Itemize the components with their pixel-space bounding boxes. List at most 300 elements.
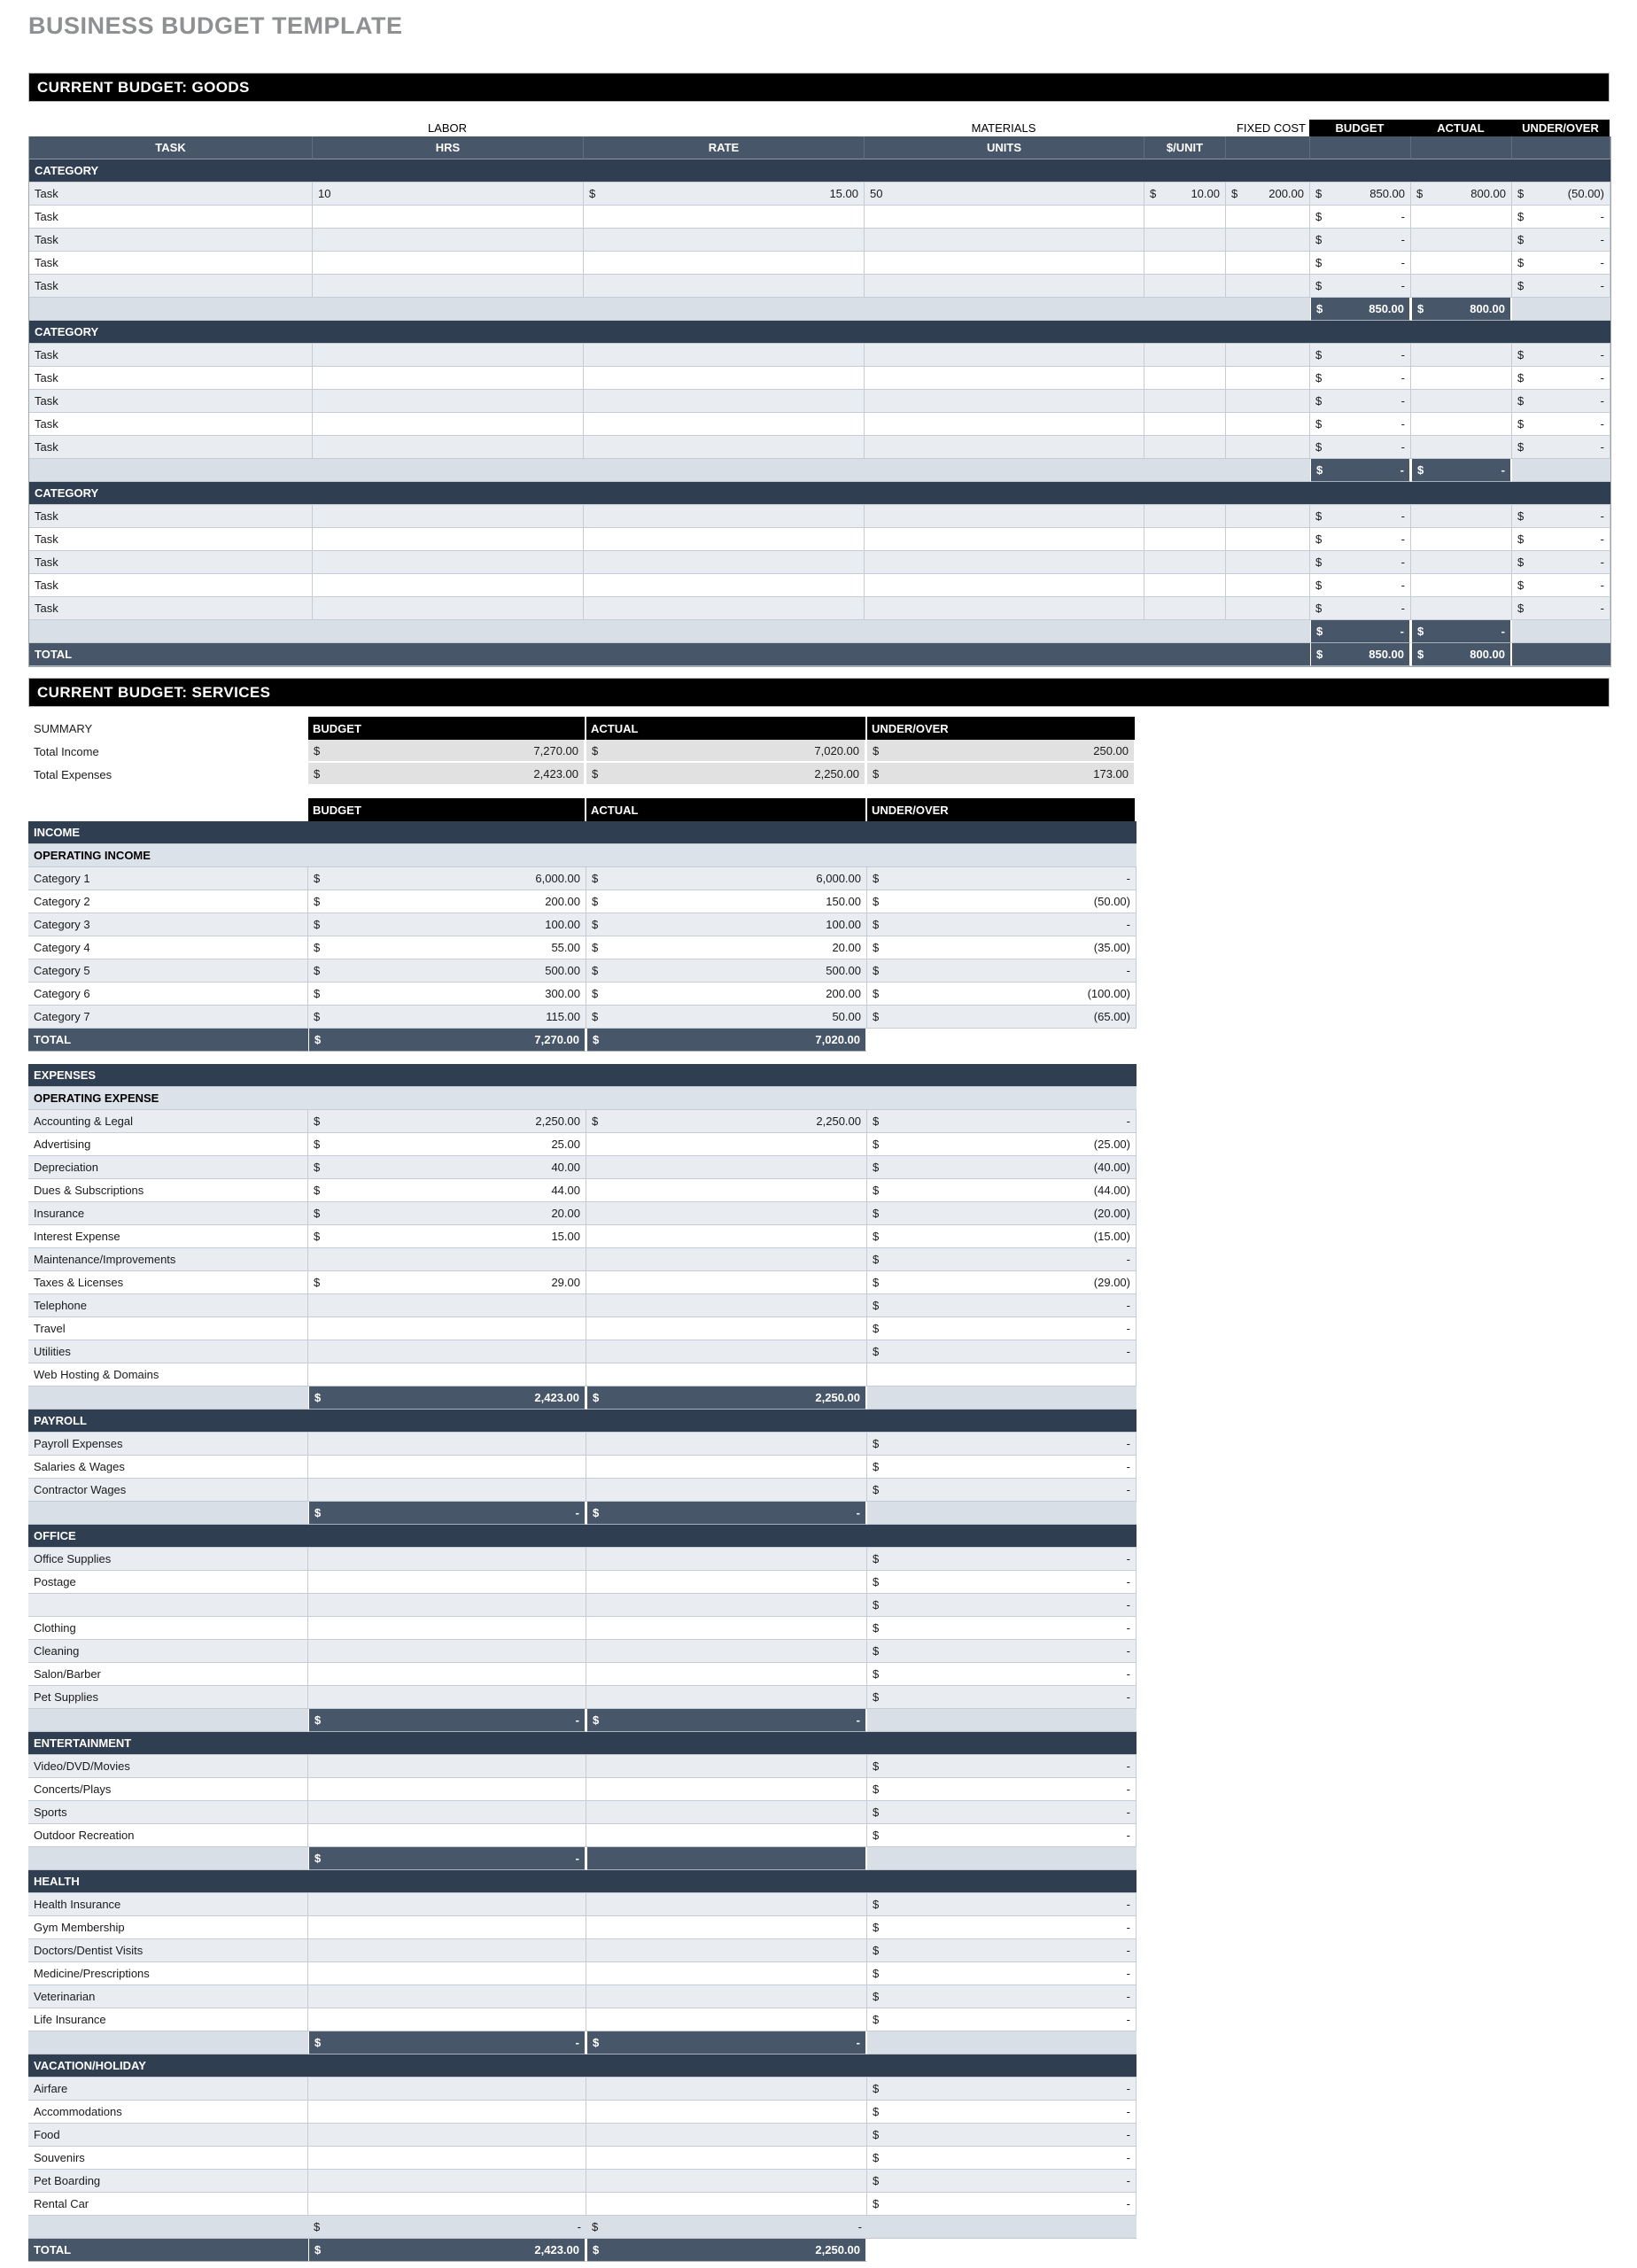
under-over-cell[interactable]	[1512, 597, 1610, 620]
rate-cell[interactable]	[584, 229, 865, 252]
row-label-cell[interactable]: Taxes & Licenses	[28, 1271, 308, 1294]
fixed-cost-cell[interactable]	[1226, 183, 1310, 206]
unit-cost-cell[interactable]	[1144, 367, 1226, 390]
under-over-cell[interactable]	[867, 913, 1137, 936]
unit-cost-cell[interactable]	[1144, 183, 1226, 206]
total-budget-cell[interactable]	[308, 1029, 586, 1052]
actual-cell[interactable]	[586, 867, 867, 890]
budget-cell[interactable]	[308, 1571, 586, 1594]
hrs-cell[interactable]	[313, 436, 584, 459]
total-actual-cell[interactable]	[1411, 643, 1512, 666]
subtotal-budget-cell[interactable]	[1310, 298, 1411, 321]
fixed-cost-cell[interactable]	[1226, 367, 1310, 390]
budget-cell[interactable]	[308, 1133, 586, 1156]
subtotal-budget-cell[interactable]	[308, 1709, 586, 1732]
subtotal-budget-cell[interactable]	[1310, 459, 1411, 482]
units-cell[interactable]	[865, 574, 1144, 597]
budget-cell[interactable]	[308, 740, 586, 763]
row-label-cell[interactable]: Category 2	[28, 890, 308, 913]
under-over-cell[interactable]	[1512, 574, 1610, 597]
actual-cell[interactable]	[586, 1916, 867, 1939]
under-over-cell[interactable]	[867, 1985, 1137, 2008]
budget-cell[interactable]	[308, 1110, 586, 1133]
budget-cell[interactable]	[308, 936, 586, 959]
row-label-cell[interactable]: Airfare	[28, 2078, 308, 2101]
actual-cell[interactable]	[586, 1962, 867, 1985]
unit-cost-cell[interactable]	[1144, 252, 1226, 275]
under-over-cell[interactable]	[1512, 275, 1610, 298]
units-cell[interactable]	[865, 597, 1144, 620]
hrs-cell[interactable]	[313, 551, 584, 574]
under-over-cell[interactable]	[1512, 367, 1610, 390]
under-over-cell[interactable]	[1512, 229, 1610, 252]
actual-cell[interactable]	[586, 1548, 867, 1571]
under-over-cell[interactable]	[867, 2101, 1137, 2124]
budget-cell[interactable]	[308, 913, 586, 936]
actual-cell[interactable]	[586, 959, 867, 983]
under-over-cell[interactable]	[867, 1133, 1137, 1156]
actual-cell[interactable]	[1411, 183, 1512, 206]
budget-cell[interactable]	[1310, 390, 1411, 413]
budget-cell[interactable]	[1310, 275, 1411, 298]
under-over-cell[interactable]	[867, 1006, 1137, 1029]
actual-cell[interactable]	[586, 983, 867, 1006]
fixed-cost-cell[interactable]	[1226, 229, 1310, 252]
rate-cell[interactable]	[584, 505, 865, 528]
actual-cell[interactable]	[1411, 505, 1512, 528]
units-cell[interactable]	[865, 528, 1144, 551]
under-over-cell[interactable]	[1512, 413, 1610, 436]
row-label-cell[interactable]: Category 5	[28, 959, 308, 983]
row-label-cell[interactable]: Accommodations	[28, 2101, 308, 2124]
row-label-cell[interactable]: Pet Boarding	[28, 2170, 308, 2193]
fixed-cost-cell[interactable]	[1226, 413, 1310, 436]
budget-cell[interactable]	[308, 1916, 586, 1939]
under-over-cell[interactable]	[867, 983, 1137, 1006]
budget-cell[interactable]	[1310, 597, 1411, 620]
actual-cell[interactable]	[586, 890, 867, 913]
row-label-cell[interactable]: Gym Membership	[28, 1916, 308, 1939]
under-over-cell[interactable]	[867, 2147, 1137, 2170]
budget-cell[interactable]	[1310, 436, 1411, 459]
subtotal-budget-cell[interactable]	[308, 1847, 586, 1870]
row-label-cell[interactable]: Souvenirs	[28, 2147, 308, 2170]
budget-cell[interactable]	[308, 2124, 586, 2147]
fixed-cost-cell[interactable]	[1226, 344, 1310, 367]
budget-cell[interactable]	[308, 1594, 586, 1617]
budget-cell[interactable]	[308, 1179, 586, 1202]
row-label-cell[interactable]: Life Insurance	[28, 2008, 308, 2031]
row-label-cell[interactable]: Advertising	[28, 1133, 308, 1156]
actual-cell[interactable]	[586, 1893, 867, 1916]
subtotal-actual-cell[interactable]	[1411, 459, 1512, 482]
subtotal-actual-cell[interactable]	[586, 1847, 867, 1870]
row-label-cell[interactable]: Outdoor Recreation	[28, 1824, 308, 1847]
budget-cell[interactable]	[308, 983, 586, 1006]
actual-cell[interactable]	[1411, 390, 1512, 413]
unit-cost-cell[interactable]	[1144, 551, 1226, 574]
budget-cell[interactable]	[308, 1317, 586, 1340]
task-cell[interactable]: Task	[29, 574, 313, 597]
fixed-cost-cell[interactable]	[1226, 551, 1310, 574]
task-cell[interactable]: Task	[29, 344, 313, 367]
fixed-cost-cell[interactable]	[1226, 206, 1310, 229]
rate-cell[interactable]	[584, 206, 865, 229]
task-cell[interactable]: Task	[29, 275, 313, 298]
hrs-cell[interactable]	[313, 413, 584, 436]
actual-cell[interactable]	[586, 1755, 867, 1778]
row-label-cell[interactable]: Category 4	[28, 936, 308, 959]
actual-cell[interactable]	[1411, 344, 1512, 367]
rate-cell[interactable]	[584, 413, 865, 436]
units-cell[interactable]	[865, 252, 1144, 275]
budget-cell[interactable]	[308, 2101, 586, 2124]
total-actual-cell[interactable]	[586, 1029, 867, 1052]
subtotal-budget-cell[interactable]	[308, 2031, 586, 2054]
units-cell[interactable]	[865, 505, 1144, 528]
unit-cost-cell[interactable]	[1144, 505, 1226, 528]
rate-cell[interactable]	[584, 574, 865, 597]
actual-cell[interactable]	[586, 1202, 867, 1225]
under-over-cell[interactable]	[867, 1456, 1137, 1479]
hrs-cell[interactable]	[313, 505, 584, 528]
row-label-cell[interactable]: Sports	[28, 1801, 308, 1824]
under-over-cell[interactable]	[867, 1617, 1137, 1640]
unit-cost-cell[interactable]	[1144, 413, 1226, 436]
unit-cost-cell[interactable]	[1144, 206, 1226, 229]
rate-cell[interactable]	[584, 252, 865, 275]
task-cell[interactable]: Task	[29, 413, 313, 436]
actual-cell[interactable]	[586, 1594, 867, 1617]
unit-cost-cell[interactable]	[1144, 344, 1226, 367]
rate-cell[interactable]	[584, 528, 865, 551]
actual-cell[interactable]	[586, 2170, 867, 2193]
row-label-cell[interactable]: Concerts/Plays	[28, 1778, 308, 1801]
task-cell[interactable]: Task	[29, 597, 313, 620]
under-over-cell[interactable]	[1512, 206, 1610, 229]
under-over-cell[interactable]	[867, 867, 1137, 890]
subtotal-budget-cell[interactable]	[308, 2216, 586, 2239]
actual-cell[interactable]	[586, 1640, 867, 1663]
actual-cell[interactable]	[1411, 436, 1512, 459]
under-over-cell[interactable]	[867, 1663, 1137, 1686]
budget-cell[interactable]	[308, 1202, 586, 1225]
actual-cell[interactable]	[586, 1110, 867, 1133]
budget-cell[interactable]	[1310, 206, 1411, 229]
actual-cell[interactable]	[586, 1985, 867, 2008]
budget-cell[interactable]	[308, 763, 586, 786]
actual-cell[interactable]	[586, 1778, 867, 1801]
budget-cell[interactable]	[1310, 183, 1411, 206]
actual-cell[interactable]	[1411, 229, 1512, 252]
budget-cell[interactable]	[308, 1985, 586, 2008]
actual-cell[interactable]	[586, 1156, 867, 1179]
hrs-cell[interactable]	[313, 275, 584, 298]
subtotal-actual-cell[interactable]	[586, 1502, 867, 1525]
actual-cell[interactable]	[586, 1271, 867, 1294]
budget-cell[interactable]	[308, 1686, 586, 1709]
actual-cell[interactable]	[586, 1617, 867, 1640]
actual-cell[interactable]	[586, 913, 867, 936]
under-over-cell[interactable]	[867, 1156, 1137, 1179]
unit-cost-cell[interactable]	[1144, 390, 1226, 413]
budget-cell[interactable]	[308, 1939, 586, 1962]
budget-cell[interactable]	[1310, 505, 1411, 528]
actual-cell[interactable]	[586, 1363, 867, 1386]
units-cell[interactable]: 50	[865, 183, 1144, 206]
budget-cell[interactable]	[308, 1248, 586, 1271]
hrs-cell[interactable]: 10	[313, 183, 584, 206]
budget-cell[interactable]	[1310, 367, 1411, 390]
under-over-cell[interactable]	[867, 1893, 1137, 1916]
under-over-cell[interactable]	[1512, 551, 1610, 574]
actual-cell[interactable]	[586, 1824, 867, 1847]
budget-cell[interactable]	[308, 867, 586, 890]
actual-cell[interactable]	[586, 1340, 867, 1363]
under-over-cell[interactable]	[867, 1824, 1137, 1847]
task-cell[interactable]: Task	[29, 551, 313, 574]
budget-cell[interactable]	[308, 2193, 586, 2216]
budget-cell[interactable]	[308, 1778, 586, 1801]
under-over-cell[interactable]	[867, 1594, 1137, 1617]
under-over-cell[interactable]	[1512, 344, 1610, 367]
under-over-cell[interactable]	[867, 1801, 1137, 1824]
under-over-cell[interactable]	[1512, 183, 1610, 206]
budget-cell[interactable]	[1310, 229, 1411, 252]
actual-cell[interactable]	[1411, 275, 1512, 298]
fixed-cost-cell[interactable]	[1226, 252, 1310, 275]
budget-cell[interactable]	[308, 1294, 586, 1317]
row-label-cell[interactable]: Dues & Subscriptions	[28, 1179, 308, 1202]
under-over-cell[interactable]	[867, 1778, 1137, 1801]
budget-cell[interactable]	[308, 1755, 586, 1778]
row-label-cell[interactable]: Payroll Expenses	[28, 1433, 308, 1456]
rate-cell[interactable]	[584, 551, 865, 574]
task-cell[interactable]: Task	[29, 436, 313, 459]
row-label-cell[interactable]: Health Insurance	[28, 1893, 308, 1916]
budget-cell[interactable]	[308, 1617, 586, 1640]
fixed-cost-cell[interactable]	[1226, 574, 1310, 597]
subtotal-actual-cell[interactable]	[1411, 298, 1512, 321]
under-over-cell[interactable]	[867, 763, 1137, 786]
actual-cell[interactable]	[586, 1179, 867, 1202]
hrs-cell[interactable]	[313, 390, 584, 413]
budget-cell[interactable]	[308, 2078, 586, 2101]
actual-cell[interactable]	[1411, 367, 1512, 390]
actual-cell[interactable]	[586, 1317, 867, 1340]
hrs-cell[interactable]	[313, 528, 584, 551]
task-cell[interactable]: Task	[29, 183, 313, 206]
rate-cell[interactable]	[584, 344, 865, 367]
under-over-cell[interactable]	[867, 1755, 1137, 1778]
units-cell[interactable]	[865, 551, 1144, 574]
under-over-cell[interactable]	[867, 1962, 1137, 1985]
budget-cell[interactable]	[308, 1548, 586, 1571]
task-cell[interactable]: Task	[29, 367, 313, 390]
budget-cell[interactable]	[308, 1824, 586, 1847]
under-over-cell[interactable]	[1512, 436, 1610, 459]
units-cell[interactable]	[865, 275, 1144, 298]
under-over-cell[interactable]	[867, 959, 1137, 983]
under-over-cell[interactable]	[867, 1916, 1137, 1939]
actual-cell[interactable]	[586, 1006, 867, 1029]
under-over-cell[interactable]	[867, 890, 1137, 913]
subtotal-actual-cell[interactable]	[586, 1386, 867, 1410]
row-label-cell[interactable]: Category 3	[28, 913, 308, 936]
actual-cell[interactable]	[586, 763, 867, 786]
budget-cell[interactable]	[308, 1663, 586, 1686]
actual-cell[interactable]	[586, 2101, 867, 2124]
hrs-cell[interactable]	[313, 229, 584, 252]
row-label-cell[interactable]: Accounting & Legal	[28, 1110, 308, 1133]
budget-cell[interactable]	[308, 1225, 586, 1248]
under-over-cell[interactable]	[867, 1479, 1137, 1502]
actual-cell[interactable]	[586, 2193, 867, 2216]
budget-cell[interactable]	[308, 1456, 586, 1479]
rate-cell[interactable]	[584, 367, 865, 390]
under-over-cell[interactable]	[867, 2008, 1137, 2031]
budget-cell[interactable]	[1310, 413, 1411, 436]
actual-cell[interactable]	[586, 1248, 867, 1271]
task-cell[interactable]: Task	[29, 528, 313, 551]
under-over-cell[interactable]	[867, 2124, 1137, 2147]
budget-cell[interactable]	[308, 890, 586, 913]
budget-cell[interactable]	[1310, 574, 1411, 597]
units-cell[interactable]	[865, 413, 1144, 436]
unit-cost-cell[interactable]	[1144, 597, 1226, 620]
under-over-cell[interactable]	[867, 1640, 1137, 1663]
rate-cell[interactable]	[584, 390, 865, 413]
subtotal-actual-cell[interactable]	[586, 2216, 867, 2239]
row-label-cell[interactable]: Veterinarian	[28, 1985, 308, 2008]
hrs-cell[interactable]	[313, 344, 584, 367]
row-label-cell[interactable]: Category 7	[28, 1006, 308, 1029]
budget-cell[interactable]	[308, 1363, 586, 1386]
actual-cell[interactable]	[1411, 206, 1512, 229]
total-actual-cell[interactable]	[586, 2239, 867, 2262]
under-over-cell[interactable]	[867, 2193, 1137, 2216]
under-over-cell[interactable]	[867, 1248, 1137, 1271]
under-over-cell[interactable]	[1512, 390, 1610, 413]
under-over-cell[interactable]	[867, 1294, 1137, 1317]
row-label-cell[interactable]: Depreciation	[28, 1156, 308, 1179]
under-over-cell[interactable]	[867, 1179, 1137, 1202]
under-over-cell[interactable]	[867, 1686, 1137, 1709]
actual-cell[interactable]	[1411, 597, 1512, 620]
hrs-cell[interactable]	[313, 252, 584, 275]
under-over-cell[interactable]	[867, 1939, 1137, 1962]
actual-cell[interactable]	[586, 2147, 867, 2170]
row-label-cell[interactable]: Food	[28, 2124, 308, 2147]
row-label-cell[interactable]: Cleaning	[28, 1640, 308, 1663]
budget-cell[interactable]	[308, 1801, 586, 1824]
actual-cell[interactable]	[586, 1663, 867, 1686]
under-over-cell[interactable]	[1512, 505, 1610, 528]
row-label-cell[interactable]: Medicine/Prescriptions	[28, 1962, 308, 1985]
units-cell[interactable]	[865, 390, 1144, 413]
actual-cell[interactable]	[586, 2124, 867, 2147]
under-over-cell[interactable]	[867, 1571, 1137, 1594]
fixed-cost-cell[interactable]	[1226, 390, 1310, 413]
under-over-cell[interactable]	[1512, 528, 1610, 551]
actual-cell[interactable]	[586, 1133, 867, 1156]
budget-cell[interactable]	[308, 959, 586, 983]
actual-cell[interactable]	[1411, 551, 1512, 574]
under-over-cell[interactable]	[867, 2078, 1137, 2101]
actual-cell[interactable]	[586, 1801, 867, 1824]
actual-cell[interactable]	[586, 1456, 867, 1479]
budget-cell[interactable]	[308, 1479, 586, 1502]
subtotal-actual-cell[interactable]	[1411, 620, 1512, 643]
budget-cell[interactable]	[308, 1962, 586, 1985]
subtotal-budget-cell[interactable]	[308, 1386, 586, 1410]
row-label-cell[interactable]: Salon/Barber	[28, 1663, 308, 1686]
unit-cost-cell[interactable]	[1144, 574, 1226, 597]
hrs-cell[interactable]	[313, 597, 584, 620]
unit-cost-cell[interactable]	[1144, 275, 1226, 298]
row-label-cell[interactable]: Pet Supplies	[28, 1686, 308, 1709]
hrs-cell[interactable]	[313, 206, 584, 229]
under-over-cell[interactable]	[1512, 252, 1610, 275]
under-over-cell[interactable]	[867, 740, 1137, 763]
units-cell[interactable]	[865, 344, 1144, 367]
under-over-cell[interactable]	[867, 1317, 1137, 1340]
row-label-cell[interactable]: Maintenance/Improvements	[28, 1248, 308, 1271]
actual-cell[interactable]	[586, 740, 867, 763]
total-budget-cell[interactable]	[1310, 643, 1411, 666]
row-label-cell[interactable]: Postage	[28, 1571, 308, 1594]
under-over-cell[interactable]	[867, 936, 1137, 959]
budget-cell[interactable]	[308, 2147, 586, 2170]
row-label-cell[interactable]	[28, 1594, 308, 1617]
actual-cell[interactable]	[586, 936, 867, 959]
row-label-cell[interactable]: Travel	[28, 1317, 308, 1340]
budget-cell[interactable]	[308, 1340, 586, 1363]
row-label-cell[interactable]: Telephone	[28, 1294, 308, 1317]
row-label-cell[interactable]: Utilities	[28, 1340, 308, 1363]
budget-cell[interactable]	[308, 1433, 586, 1456]
actual-cell[interactable]	[586, 2008, 867, 2031]
budget-cell[interactable]	[308, 1156, 586, 1179]
row-label-cell[interactable]: Interest Expense	[28, 1225, 308, 1248]
under-over-cell[interactable]	[867, 1363, 1137, 1386]
actual-cell[interactable]	[1411, 252, 1512, 275]
row-label-cell[interactable]: Contractor Wages	[28, 1479, 308, 1502]
under-over-cell[interactable]	[867, 1110, 1137, 1133]
subtotal-actual-cell[interactable]	[586, 2031, 867, 2054]
hrs-cell[interactable]	[313, 367, 584, 390]
task-cell[interactable]: Task	[29, 206, 313, 229]
fixed-cost-cell[interactable]	[1226, 275, 1310, 298]
subtotal-actual-cell[interactable]	[586, 1709, 867, 1732]
units-cell[interactable]	[865, 229, 1144, 252]
fixed-cost-cell[interactable]	[1226, 436, 1310, 459]
under-over-cell[interactable]	[867, 2170, 1137, 2193]
row-label-cell[interactable]: Category 1	[28, 867, 308, 890]
units-cell[interactable]	[865, 206, 1144, 229]
units-cell[interactable]	[865, 367, 1144, 390]
under-over-cell[interactable]	[867, 1433, 1137, 1456]
budget-cell[interactable]	[1310, 252, 1411, 275]
actual-cell[interactable]	[1411, 574, 1512, 597]
rate-cell[interactable]	[584, 597, 865, 620]
under-over-cell[interactable]	[867, 1548, 1137, 1571]
budget-cell[interactable]	[308, 1006, 586, 1029]
budget-cell[interactable]	[1310, 551, 1411, 574]
actual-cell[interactable]	[586, 1939, 867, 1962]
row-label-cell[interactable]: Video/DVD/Movies	[28, 1755, 308, 1778]
budget-cell[interactable]	[308, 2170, 586, 2193]
